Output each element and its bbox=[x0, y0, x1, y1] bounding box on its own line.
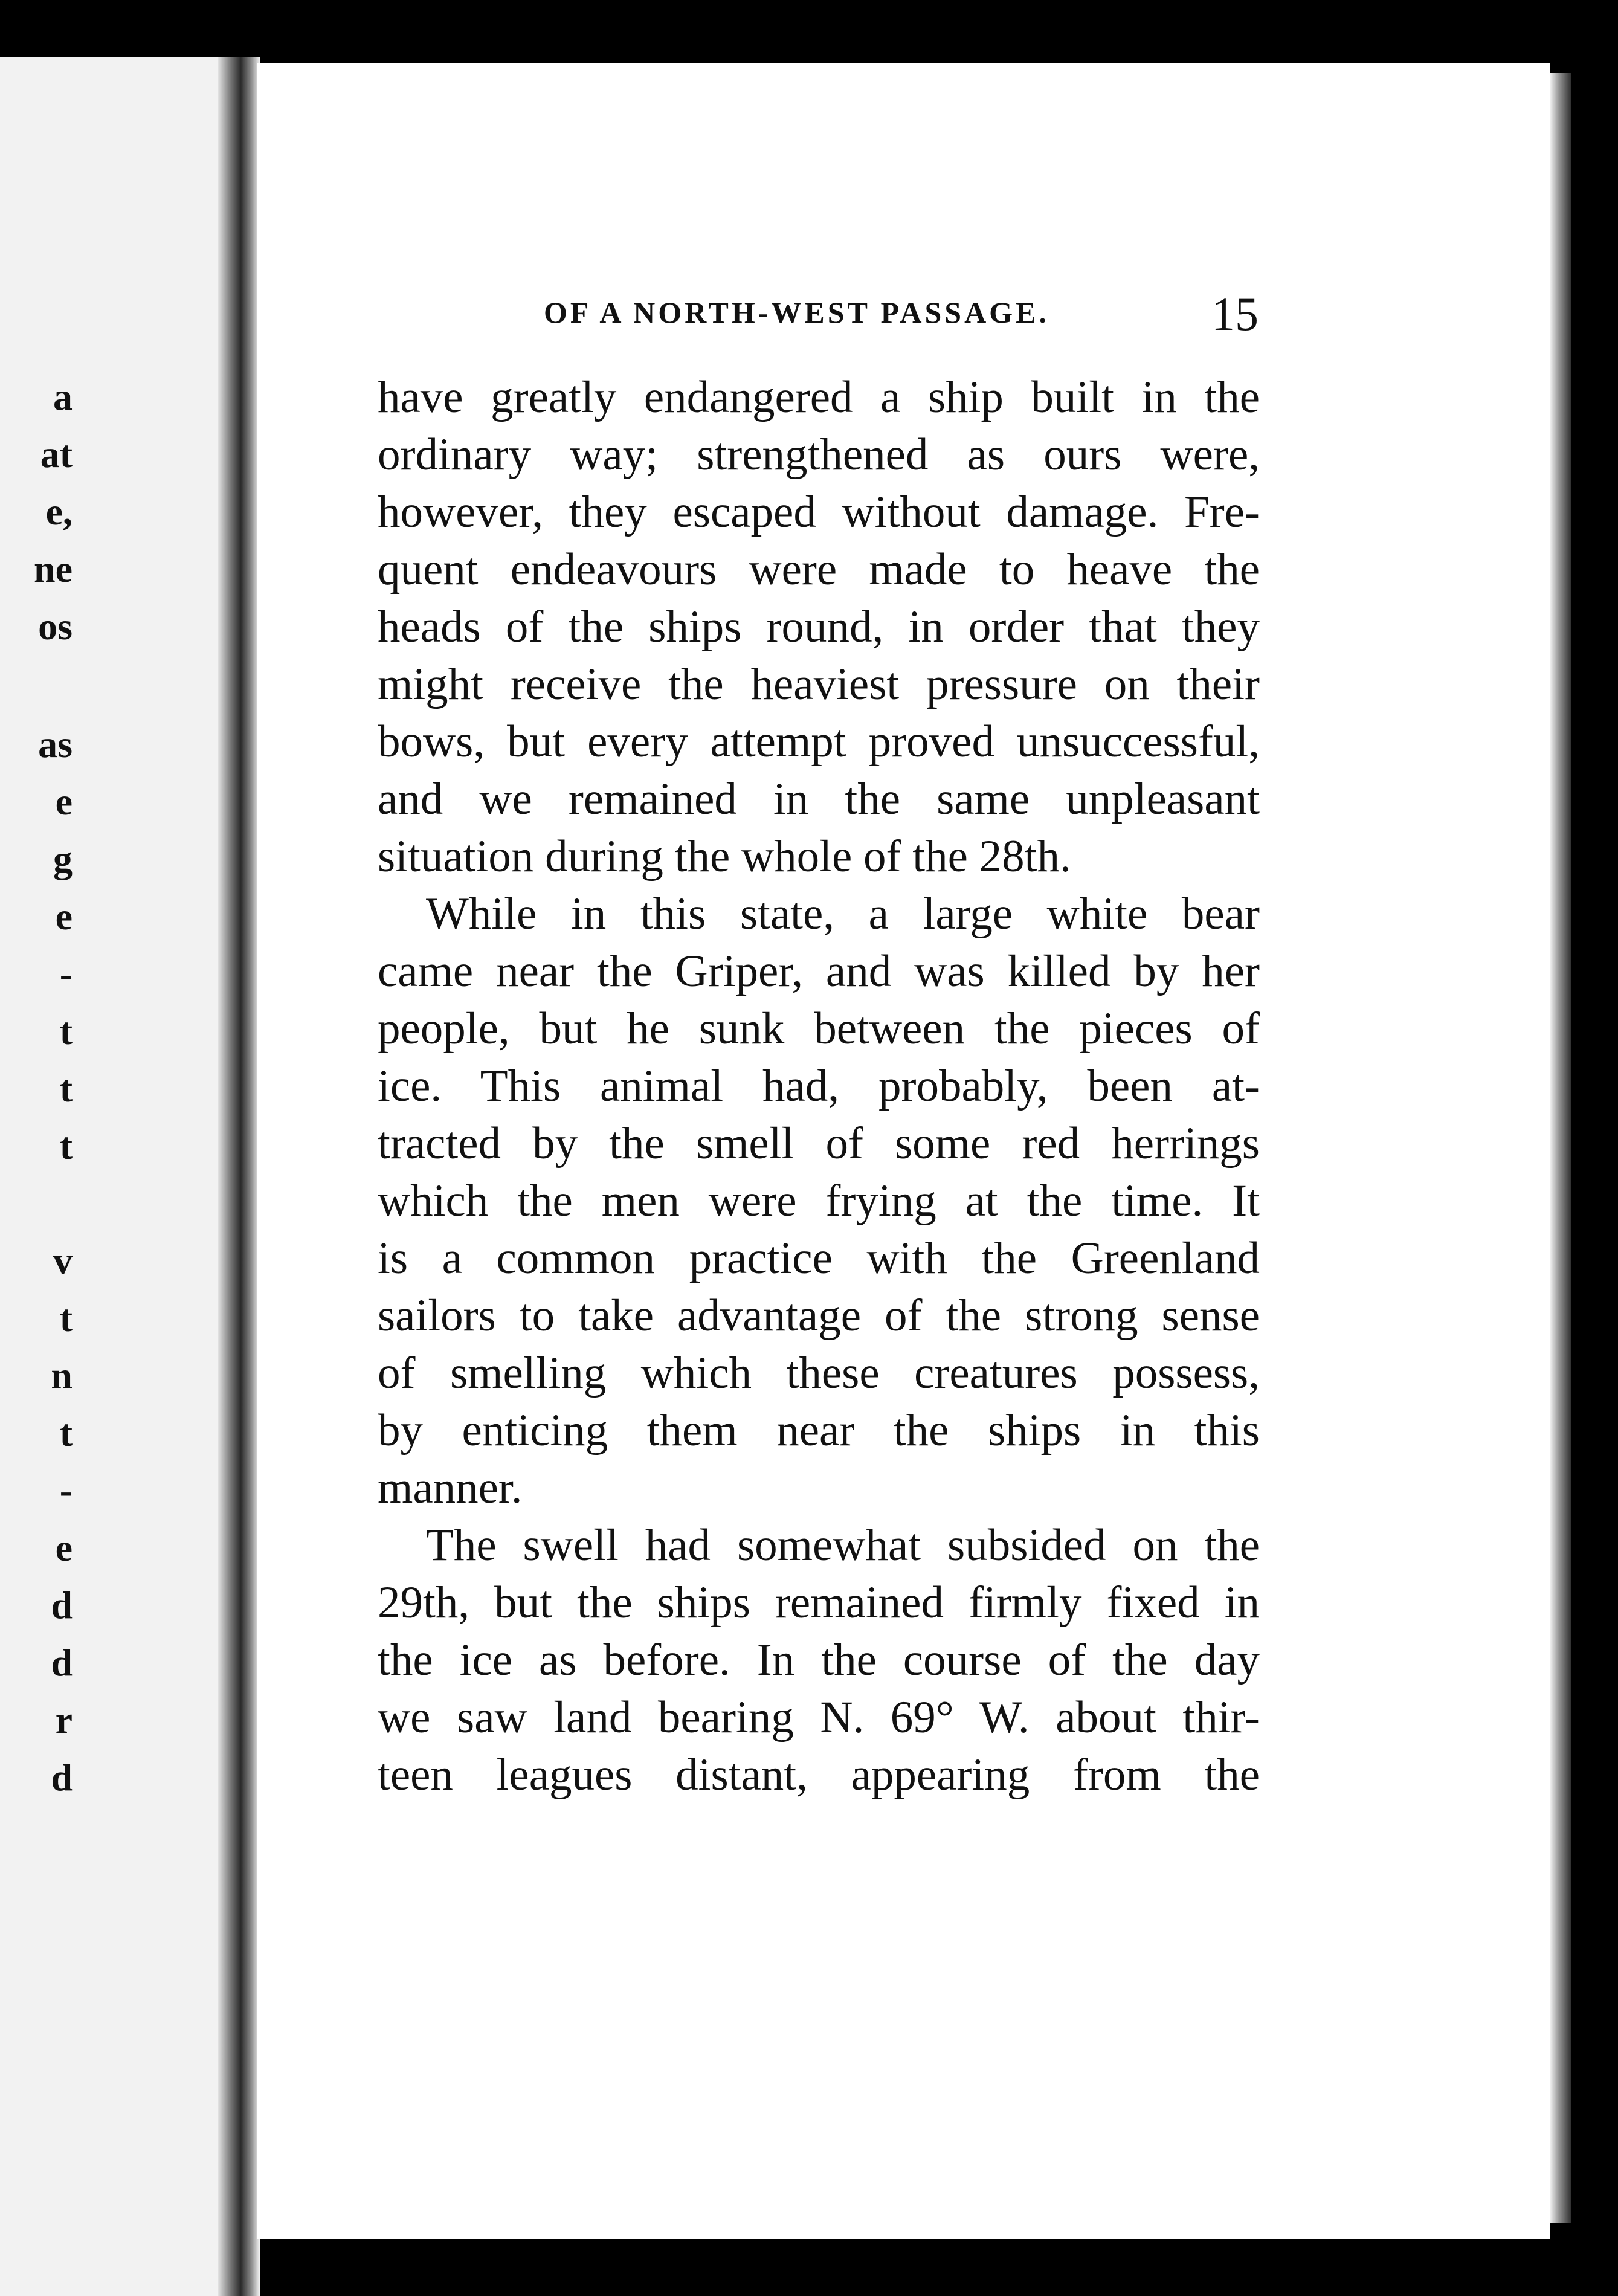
left-fragment: - bbox=[59, 952, 73, 995]
text-line: which the men were frying at the time. It bbox=[378, 1176, 1260, 1226]
text-line: people, but he sunk between the pieces of bbox=[378, 1004, 1260, 1054]
left-fragment: d bbox=[51, 1584, 73, 1627]
text-line: While in this state, a large white bear bbox=[426, 889, 1260, 939]
text-line: The swell had somewhat subsided on the bbox=[426, 1520, 1260, 1570]
running-head: OF A NORTH-WEST PASSAGE. bbox=[544, 295, 1049, 329]
text-line: heads of the ships round, in order that they bbox=[378, 602, 1260, 652]
left-fragment: e bbox=[55, 895, 73, 938]
text-line: and we remained in the same unpleasant bbox=[378, 774, 1260, 824]
paragraph-3 bbox=[378, 1517, 1260, 1804]
page-number: 15 bbox=[1211, 288, 1259, 340]
text-line: bows, but every attempt proved unsuccessful, bbox=[378, 717, 1260, 767]
text-line: quent endeavours were made to heave the bbox=[378, 544, 1260, 595]
page-edge-shadow bbox=[1550, 73, 1571, 2223]
previous-page-edge bbox=[0, 57, 224, 2296]
paragraph-1 bbox=[378, 369, 1260, 885]
text-line: we saw land bearing N. 69° W. about thir- bbox=[378, 1692, 1260, 1743]
left-fragment: n bbox=[51, 1354, 73, 1397]
text-line: have greatly endangered a ship built in the bbox=[378, 372, 1260, 422]
left-fragment: e bbox=[55, 1526, 73, 1569]
previous-page-text-fragments bbox=[0, 57, 73, 2296]
left-fragment: a bbox=[53, 375, 73, 418]
text-line: is a common practice with the Greenland bbox=[378, 1233, 1260, 1283]
text-line: 29th, but the ships remained firmly fixed in bbox=[378, 1578, 1260, 1628]
text-line: manner. bbox=[378, 1463, 523, 1513]
left-fragment: t bbox=[59, 1411, 73, 1454]
left-fragment: - bbox=[59, 1469, 73, 1512]
body-text bbox=[378, 369, 1260, 1804]
text-line: the ice as before. In the course of the day bbox=[378, 1635, 1260, 1685]
left-fragment: d bbox=[51, 1756, 73, 1799]
left-fragment: ne bbox=[34, 547, 73, 590]
book-gutter bbox=[218, 57, 260, 2296]
left-fragment: t bbox=[59, 1067, 73, 1110]
text-line: might receive the heaviest pressure on their bbox=[378, 659, 1260, 709]
text-line: of smelling which these creatures possess, bbox=[378, 1348, 1260, 1398]
left-fragment: as bbox=[38, 723, 73, 766]
text-line: teen leagues distant, appearing from the bbox=[378, 1750, 1260, 1800]
left-fragment: d bbox=[51, 1641, 73, 1684]
text-line: came near the Griper, and was killed by her bbox=[378, 946, 1260, 996]
left-fragment: at bbox=[40, 433, 73, 476]
paragraph-2 bbox=[378, 885, 1260, 1517]
left-fragment: e bbox=[55, 780, 73, 823]
left-fragment: v bbox=[53, 1239, 73, 1282]
text-line: ordinary way; strengthened as ours were, bbox=[378, 430, 1260, 480]
left-fragment: g bbox=[53, 837, 73, 880]
left-fragment: e, bbox=[45, 490, 73, 533]
left-fragment: os bbox=[38, 605, 73, 648]
text-line: sailors to take advantage of the strong sense bbox=[378, 1291, 1260, 1341]
text-line: by enticing them near the ships in this bbox=[378, 1405, 1260, 1456]
left-fragment: t bbox=[59, 1124, 73, 1167]
text-line: tracted by the smell of some red herrings bbox=[378, 1118, 1260, 1169]
left-fragment: t bbox=[59, 1010, 73, 1053]
text-line: ice. This animal had, probably, been at- bbox=[378, 1061, 1260, 1111]
left-fragment: r bbox=[55, 1698, 73, 1741]
text-line: however, they escaped without damage. Fre- bbox=[378, 487, 1260, 537]
text-line: situation during the whole of the 28th. bbox=[378, 831, 1071, 882]
left-fragment: t bbox=[59, 1297, 73, 1340]
